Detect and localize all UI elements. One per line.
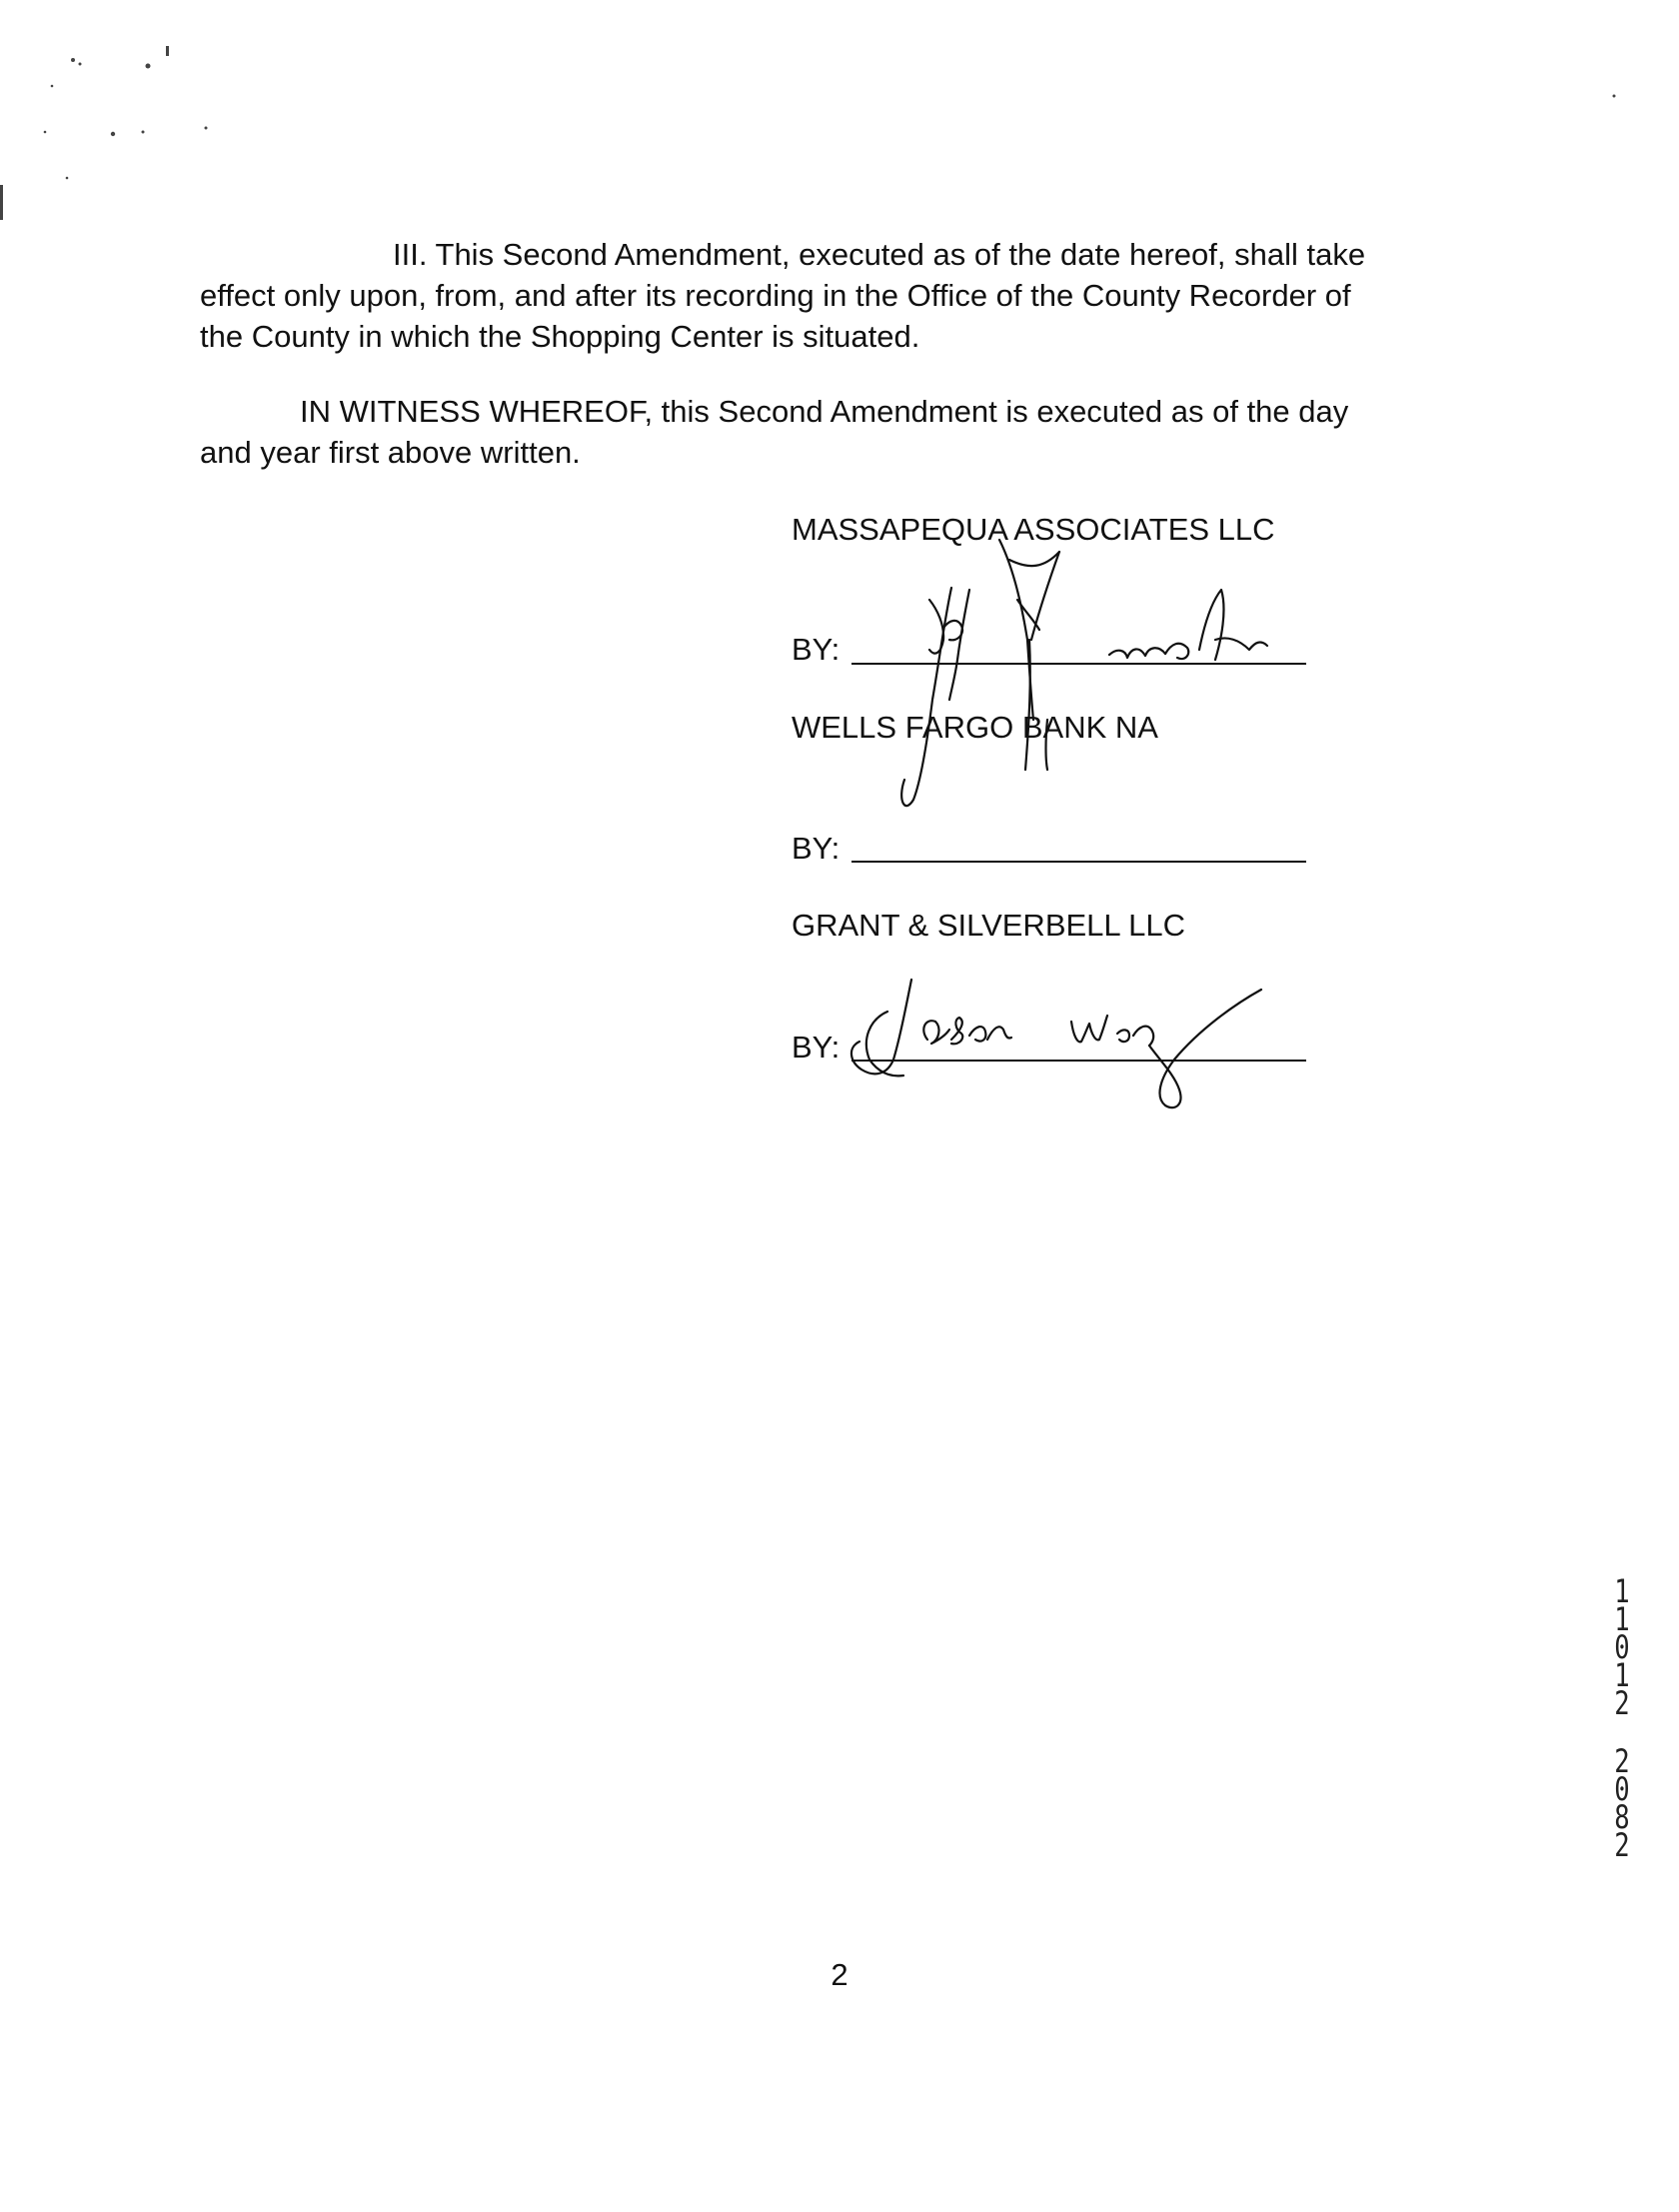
by-label: BY:: [792, 632, 840, 667]
signature-grant-silverbell: [851, 980, 1261, 1107]
paragraph-line: III. This Second Amendment, executed as of the date hereof, shall take: [393, 237, 1366, 272]
document-number-digit: 2: [1614, 1742, 1630, 1780]
page-number: 2: [831, 1957, 848, 1992]
by-label: BY:: [792, 831, 840, 866]
signatory-name: GRANT & SILVERBELL LLC: [792, 908, 1185, 943]
signature-massapequa: [901, 540, 1267, 806]
document-number-digit: 1: [1614, 1600, 1630, 1638]
signatory-name: WELLS FARGO BANK NA: [792, 710, 1158, 745]
document-number-stamp: [1610, 1572, 1634, 1864]
document-number-digit: 1: [1614, 1656, 1630, 1694]
document-number-digit: 1: [1614, 1572, 1630, 1610]
paragraph-line: IN WITNESS WHEREOF, this Second Amendment is executed as of the day: [300, 394, 1349, 429]
document-number-digit: 2: [1614, 1684, 1630, 1722]
document-number-digit: 0: [1614, 1770, 1630, 1808]
document-number-digit: 0: [1614, 1628, 1630, 1666]
paragraph-line: effect only upon, from, and after its recording in the Office of the County Recorder of: [200, 278, 1351, 313]
scan-specks: [0, 46, 1616, 220]
by-label: BY:: [792, 1030, 840, 1065]
paragraph-line: the County in which the Shopping Center is situated.: [200, 319, 920, 354]
document-number-digit: 8: [1614, 1798, 1630, 1836]
document-number-digit: 2: [1614, 1826, 1630, 1864]
paragraph-line: and year first above written.: [200, 435, 581, 470]
signatory-name: MASSAPEQUA ASSOCIATES LLC: [792, 512, 1275, 547]
